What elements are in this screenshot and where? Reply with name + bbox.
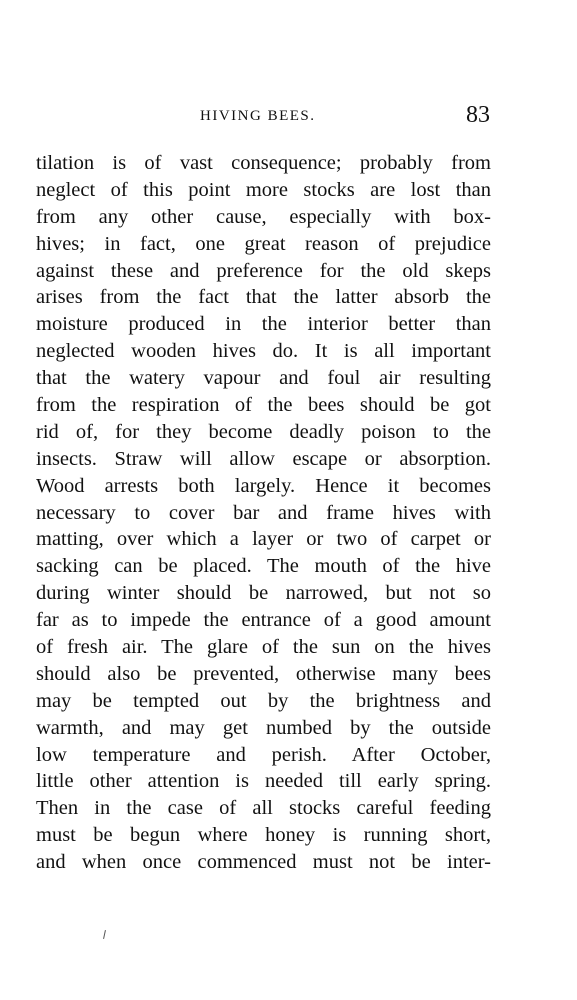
text-line: low temperature and perish. After October,	[36, 743, 491, 766]
text-line: rid of, for they become deadly poison to the	[36, 420, 491, 443]
text-line: tilation is of vast consequence; probably from	[36, 152, 491, 174]
text-line: hives; in fact, one great reason of prejudice	[36, 232, 491, 255]
text-line: against these and preference for the old skeps	[36, 259, 491, 282]
text-line: from the respiration of the bees should be got	[36, 394, 491, 417]
text-line: should also be prevented, otherwise many bees	[36, 662, 491, 685]
page-number: 83	[466, 102, 490, 128]
text-line: matting, over which a layer or two of carpet or	[36, 528, 491, 551]
text-line: neglect of this point more stocks are lost than	[36, 178, 491, 201]
running-header	[0, 102, 577, 132]
stray-ink-mark	[103, 930, 106, 939]
text-line: Wood arrests both largely. Hence it becomes	[36, 474, 491, 497]
running-title: HIVING BEES.	[200, 108, 316, 124]
text-line: during winter should be narrowed, but not so	[36, 582, 491, 605]
text-line: Then in the case of all stocks careful feeding	[36, 797, 491, 820]
text-line: neglected wooden hives do. It is all important	[36, 340, 491, 363]
text-line: little other attention is needed till early spring.	[36, 770, 491, 793]
text-line: insects. Straw will allow escape or absorption.	[36, 447, 491, 470]
text-line: necessary to cover bar and frame hives with	[36, 501, 491, 524]
text-line: that the watery vapour and foul air resulting	[36, 367, 491, 390]
text-line: must be begun where honey is running short,	[36, 824, 491, 847]
text-line: far as to impede the entrance of a good amount	[36, 609, 491, 632]
text-line: arises from the fact that the latter absorb the	[36, 286, 491, 309]
text-line: of fresh air. The glare of the sun on the hives	[36, 636, 491, 659]
text-line: warmth, and may get numbed by the outside	[36, 716, 491, 739]
text-line: from any other cause, especially with box-	[36, 205, 491, 228]
text-line: and when once commenced must not be inter-	[36, 851, 491, 874]
body-text	[36, 150, 491, 876]
text-line: sacking can be placed. The mouth of the hive	[36, 555, 491, 578]
text-line: moisture produced in the interior better than	[36, 313, 491, 336]
text-line: may be tempted out by the brightness and	[36, 689, 491, 712]
